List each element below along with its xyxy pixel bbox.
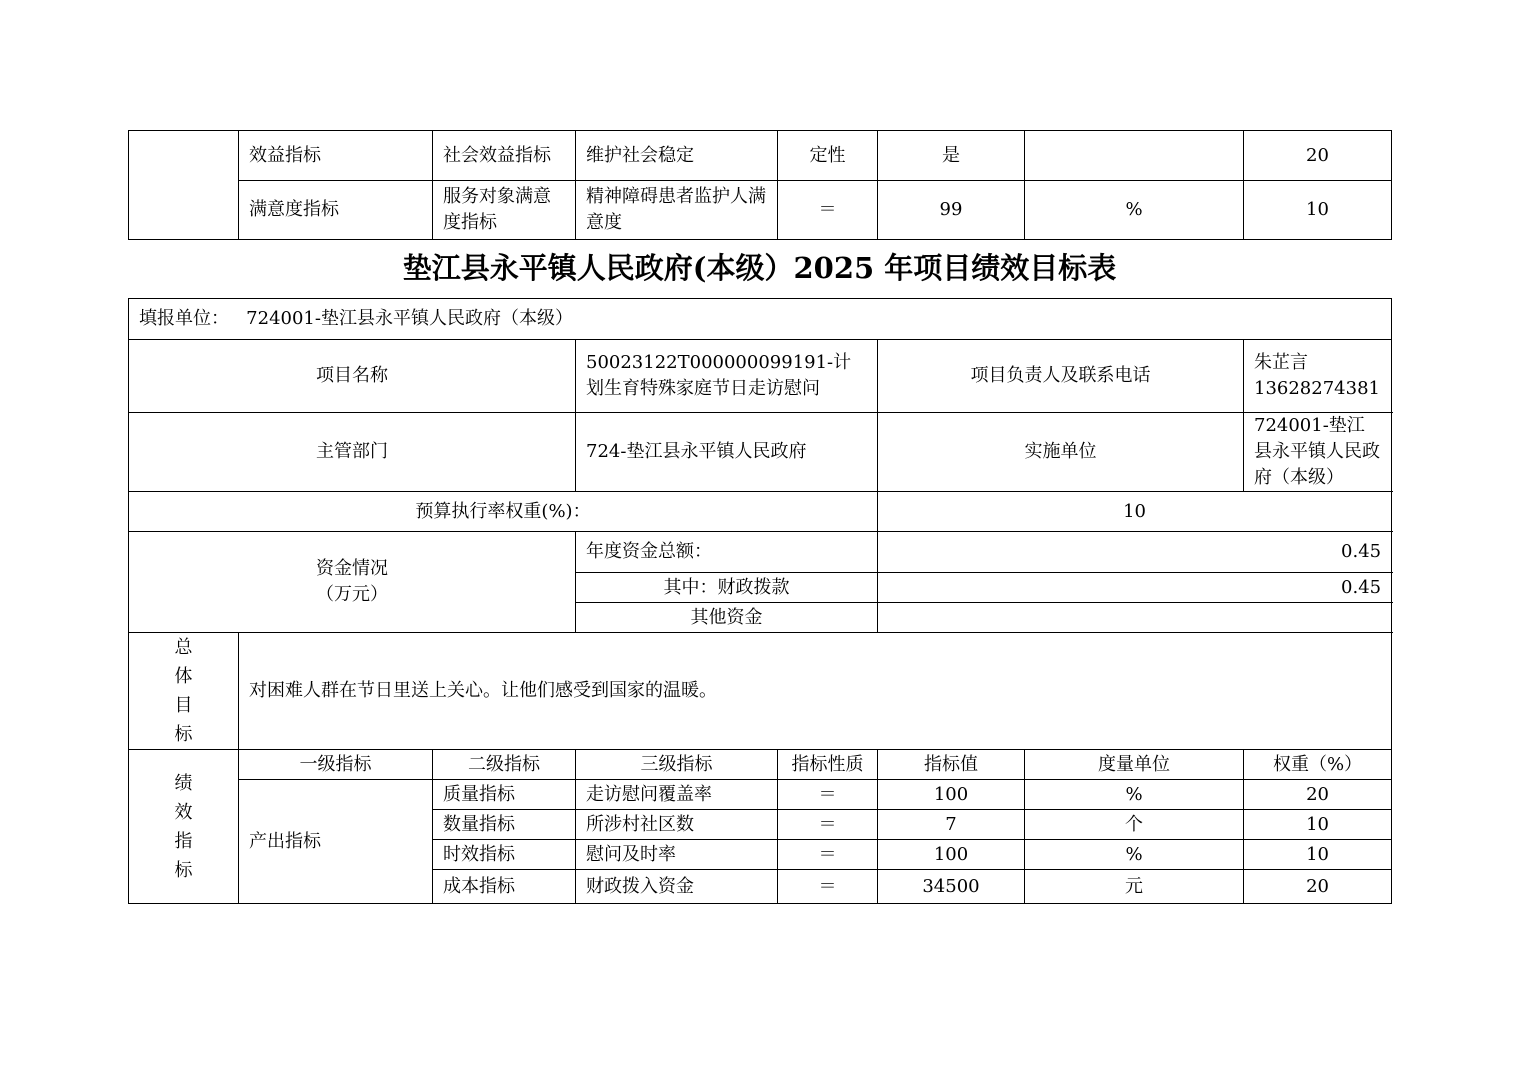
level2-cell: 数量指标 [433, 810, 576, 840]
value-cell: 34500 [878, 870, 1025, 904]
contact-label: 项目负责人及联系电话 [878, 340, 1244, 413]
dept-row [129, 413, 1392, 492]
perf-label-char: 标 [174, 859, 193, 881]
budget-weight-row [129, 492, 1392, 532]
output-label: 产出指标 [239, 780, 433, 904]
level3-cell: 财政拨入资金 [576, 870, 778, 904]
nature-cell: ＝ [778, 840, 878, 870]
level1-cell: 满意度指标 [239, 181, 433, 240]
fiscal-value: 0.45 [878, 573, 1392, 603]
header-level3: 三级指标 [576, 750, 778, 780]
level2-cell: 质量指标 [433, 780, 576, 810]
performance-target-table [128, 298, 1392, 904]
nature-cell: ＝ [778, 181, 878, 240]
value-cell: 99 [878, 181, 1025, 240]
dept-label: 主管部门 [129, 413, 576, 492]
goal-row [129, 633, 1392, 750]
unit-cell: % [1025, 780, 1244, 810]
fiscal-label: 其中：财政拨款 [576, 573, 878, 603]
impl-value: 724001-垫江县永平镇人民政府（本级） [1244, 413, 1392, 492]
level2-cell: 时效指标 [433, 840, 576, 870]
goal-text: 对困难人群在节日里送上关心。让他们感受到国家的温暖。 [239, 633, 1392, 750]
header-value: 指标值 [878, 750, 1025, 780]
nature-cell: ＝ [778, 870, 878, 904]
other-fund-label: 其他资金 [576, 603, 878, 633]
unit-cell: 个 [1025, 810, 1244, 840]
continuation-table [128, 130, 1392, 240]
value-cell: 7 [878, 810, 1025, 840]
reporting-unit-value: 724001-垫江县永平镇人民政府（本级） [246, 308, 573, 329]
goal-label-char: 标 [174, 724, 193, 745]
weight-cell: 20 [1244, 870, 1392, 904]
perf-label-char: 绩 [174, 772, 193, 794]
table-row [129, 131, 1392, 181]
value-cell: 100 [878, 840, 1025, 870]
header-nature: 指标性质 [778, 750, 878, 780]
header-unit: 度量单位 [1025, 750, 1244, 780]
header-level2: 二级指标 [433, 750, 576, 780]
goal-label [129, 633, 239, 750]
reporting-unit-row [129, 299, 1392, 340]
weight-cell: 20 [1244, 131, 1392, 181]
budget-weight-label: 预算执行率权重(%)： [129, 492, 878, 532]
nature-cell: ＝ [778, 810, 878, 840]
fund-row [129, 532, 1392, 573]
impl-label: 实施单位 [878, 413, 1244, 492]
nature-cell: 定性 [778, 131, 878, 181]
level2-cell: 服务对象满意度指标 [433, 181, 576, 240]
unit-cell [1025, 131, 1244, 181]
contact-value: 朱芷言 13628274381 [1244, 340, 1392, 413]
goal-label-char: 体 [174, 666, 193, 687]
perf-label [129, 750, 239, 904]
weight-cell: 10 [1244, 840, 1392, 870]
header-row [129, 750, 1392, 780]
goal-label-char: 目 [174, 695, 193, 716]
level3-cell: 维护社会稳定 [576, 131, 778, 181]
annual-total-label: 年度资金总额： [576, 532, 878, 573]
project-name-label: 项目名称 [129, 340, 576, 413]
reporting-unit-cell [129, 299, 1392, 340]
weight-cell: 10 [1244, 810, 1392, 840]
level3-cell: 精神障碍患者监护人满意度 [576, 181, 778, 240]
table-row [129, 780, 1392, 810]
weight-cell: 10 [1244, 181, 1392, 240]
level1-cell: 效益指标 [239, 131, 433, 181]
level3-cell: 走访慰问覆盖率 [576, 780, 778, 810]
annual-total-value: 0.45 [878, 532, 1392, 573]
reporting-unit-label: 填报单位： [139, 308, 229, 329]
fund-label-line1: 资金情况 [316, 558, 388, 579]
budget-weight-value: 10 [878, 492, 1392, 532]
level2-cell: 成本指标 [433, 870, 576, 904]
value-cell: 是 [878, 131, 1025, 181]
level3-cell: 所涉村社区数 [576, 810, 778, 840]
unit-cell: % [1025, 181, 1244, 240]
dept-value: 724-垫江县永平镇人民政府 [576, 413, 878, 492]
header-level1: 一级指标 [239, 750, 433, 780]
blank-cell [129, 131, 239, 240]
fund-label-line2: （万元） [316, 584, 388, 605]
project-name-value: 50023122T000000099191-计划生育特殊家庭节日走访慰问 [576, 340, 878, 413]
header-weight: 权重（%） [1244, 750, 1392, 780]
fund-label [129, 532, 576, 633]
goal-label-char: 总 [174, 637, 193, 658]
unit-cell: % [1025, 840, 1244, 870]
nature-cell: ＝ [778, 780, 878, 810]
weight-cell: 20 [1244, 780, 1392, 810]
table-row [129, 181, 1392, 240]
value-cell: 100 [878, 780, 1025, 810]
page-title: 垫江县永平镇人民政府(本级）2025 年项目绩效目标表 [402, 251, 1117, 285]
level3-cell: 慰问及时率 [576, 840, 778, 870]
project-name-row [129, 340, 1392, 413]
other-fund-value [878, 603, 1392, 633]
perf-label-char: 指 [174, 830, 193, 852]
perf-label-char: 效 [174, 801, 193, 823]
unit-cell: 元 [1025, 870, 1244, 904]
level2-cell: 社会效益指标 [433, 131, 576, 181]
